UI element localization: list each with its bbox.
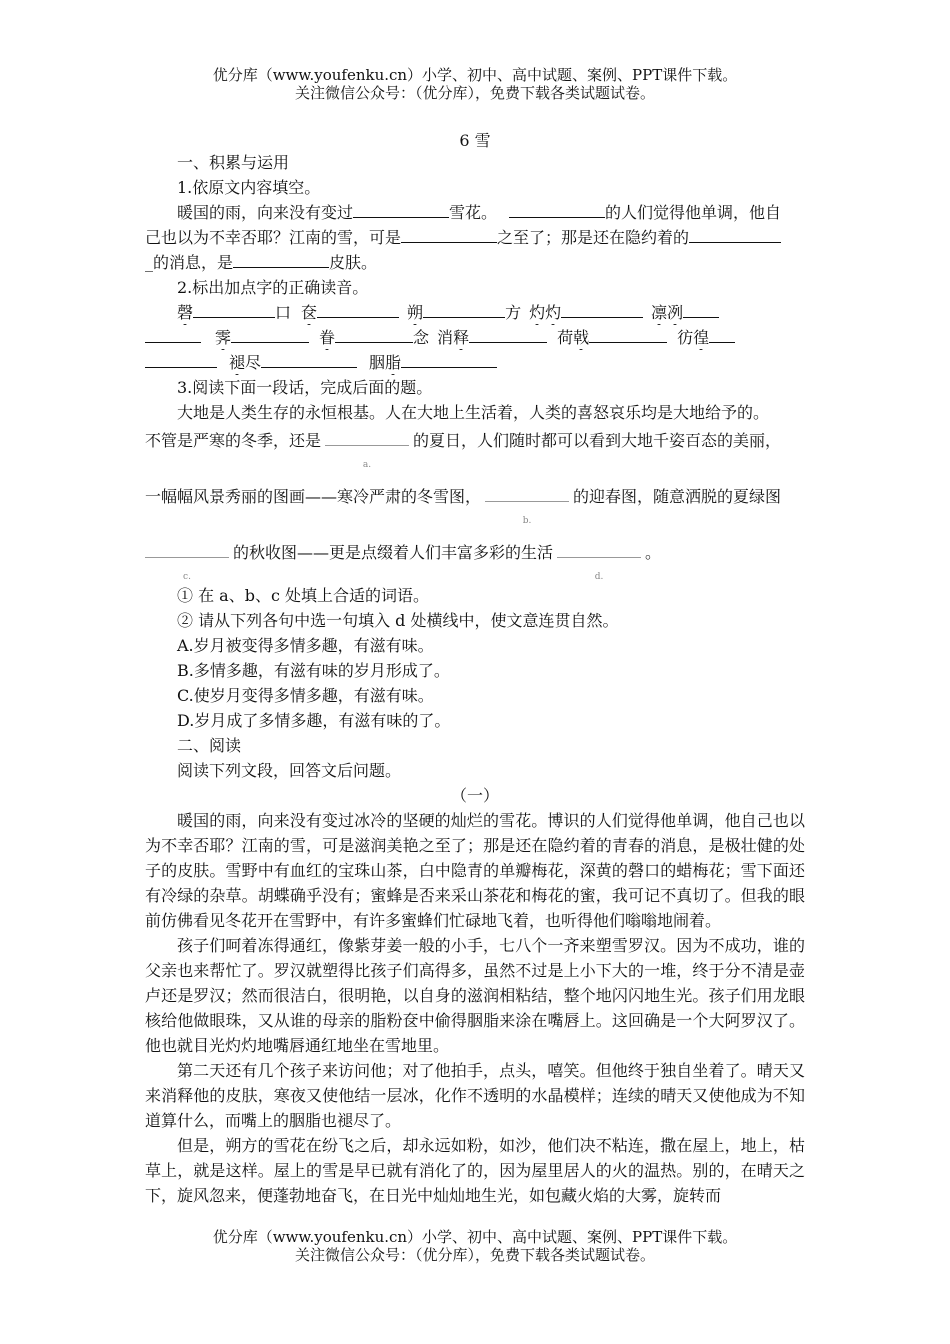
pinyin-blank[interactable] (335, 325, 413, 343)
q2-prompt: 2.标出加点字的正确读音。 (177, 278, 369, 297)
pinyin-blank[interactable] (561, 300, 643, 318)
option-c: C.使岁月变得多情多趣，有滋有味。 (177, 686, 434, 705)
q2-line-2: 霁 眷 念 消释 荷戟 彷徨 (145, 325, 805, 350)
footer-line-2: 关注微信公众号：（优分库），免费下载各类试题试卷。 (294, 1246, 655, 1264)
q2-line-1: 磬 口 奁 朔 方 灼灼 凛冽 (145, 300, 805, 325)
pinyin-blank[interactable] (317, 300, 399, 318)
option-d: D.岁月成了多情多趣，有滋有味的了。 (177, 711, 451, 730)
option-b: B.多情多趣，有滋有味的岁月形成了。 (177, 661, 450, 680)
reading-paragraph-1: 暖国的雨，向来没有变过冰冷的坚硬的灿烂的雪花。博识的人们觉得他单调，他自己也以为不幸否耶？江南的雪，可是滋润美艳之至了；那是还在隐约着的青春的消息，是极壮健的处子的皮肤。雪野中有血红的宝珠山茶，白中隐青的单瓣梅花，深黄的磬口的蜡梅花；雪下面还有冷绿的杂草。胡蝶确乎没有；蜜蜂是否来采山茶花和梅花的蜜，我可记不真切了。但我的眼前仿佛看见冬花开在雪野中，有许多蜜蜂们忙碌地飞着，也听得他们嗡嗡地闹着。 (145, 811, 805, 930)
page-footer (0, 1228, 950, 1264)
header-line-2: 关注微信公众号：（优分库），免费下载各类试题试卷。 (294, 84, 655, 102)
blank-d[interactable]: d. (557, 539, 641, 558)
pinyin-blank[interactable] (145, 350, 217, 368)
fill-blank[interactable] (401, 225, 497, 243)
lesson-title: 6 雪 (459, 131, 491, 150)
q3-prompt: 3.阅读下面一段话，完成后面的题。 (177, 378, 433, 397)
pinyin-blank[interactable] (261, 350, 357, 368)
fill-blank[interactable] (353, 200, 449, 218)
fill-blank[interactable] (689, 225, 781, 243)
pinyin-blank[interactable] (709, 325, 735, 343)
q3-text-4: c. 的秋收图——更是点缀着人们丰富多彩的生活 d. 。 (145, 537, 805, 583)
pinyin-blank[interactable] (145, 325, 201, 343)
reading-paragraph-3: 第二天还有几个孩子来访问他；对了他拍手，点头，嘻笑。但他终于独自坐着了。晴天又来消释他的皮肤，寒夜又使他结一层冰，化作不透明的水晶模样；连续的晴天又使他成为不知道算什么，而嘴上的胭脂也褪尽了。 (145, 1061, 805, 1130)
pinyin-blank[interactable] (469, 325, 547, 343)
q3-text-1: 大地是人类生存的永恒根基。人在大地上生活着，人类的喜怒哀乐均是大地给予的。 (177, 403, 770, 422)
q2-line-3: 褪尽 胭脂 (145, 350, 805, 375)
document-body (145, 150, 805, 1208)
q3-text-3: 一幅幅风景秀丽的图画——寒冷严肃的冬雪图， b. 的迎春图，随意洒脱的夏绿图 (145, 481, 805, 537)
q3-text-2: 不管是严寒的冬季，还是 a. 的夏日，人们随时都可以看到大地千姿百态的美丽， (145, 425, 805, 481)
q3-sub-1: ① 在 a、b、c 处填上合适的词语。 (177, 586, 430, 605)
fill-blank[interactable] (233, 250, 329, 268)
page-header (0, 66, 950, 102)
pinyin-blank[interactable] (589, 325, 667, 343)
blank-a[interactable]: a. (325, 427, 409, 446)
q1-line-3: _的消息，是 皮肤。 (145, 250, 805, 275)
section2-heading: 二、阅读 (177, 736, 242, 755)
q1-line-2: 己也以为不幸否耶？江南的雪，可是 之至了；那是还在隐约着的 (145, 225, 805, 250)
blank-b[interactable]: b. (485, 483, 569, 502)
part-label: （一） (450, 786, 499, 805)
blank-c[interactable]: c. (145, 539, 229, 558)
reading-paragraph-2: 孩子们呵着冻得通红，像紫芽姜一般的小手，七八个一齐来塑雪罗汉。因为不成功，谁的父亲也来帮忙了。罗汉就塑得比孩子们高得多，虽然不过是上小下大的一堆，终于分不清是壶卢还是罗汉；然而很洁白，很明艳，以自身的滋润相粘结，整个地闪闪地生光。孩子们用龙眼核给他做眼珠，又从谁的母亲的脂粉奁中偷得胭脂来涂在嘴唇上。这回确是一个大阿罗汉了。他也就目光灼灼地嘴唇通红地坐在雪地里。 (145, 936, 805, 1055)
reading-paragraph-4: 但是，朔方的雪花在纷飞之后，却永远如粉，如沙，他们决不粘连，撒在屋上，地上，枯草上，就是这样。屋上的雪是早已就有消化了的，因为屋里居人的火的温热。别的，在晴天之下，旋风忽来，便蓬勃地奋飞，在日光中灿灿地生光，如包藏火焰的大雾，旋转而 (145, 1136, 805, 1205)
fill-blank[interactable] (509, 200, 605, 218)
pinyin-blank[interactable] (423, 300, 505, 318)
pinyin-blank[interactable] (193, 300, 275, 318)
section1-heading: 一、积累与运用 (177, 153, 290, 172)
pinyin-blank[interactable] (401, 350, 497, 368)
header-line-1: 优分库（www.youfenku.cn）小学、初中、高中试题、案例、PPT课件下载。 (212, 66, 738, 84)
q1-line-1: 暖国的雨，向来没有变过 雪花。 的人们觉得他单调，他自 (145, 200, 805, 225)
footer-line-1: 优分库（www.youfenku.cn）小学、初中、高中试题、案例、PPT课件下载。 (212, 1228, 738, 1246)
q1-prompt: 1.依原文内容填空。 (177, 178, 321, 197)
pinyin-blank[interactable] (683, 300, 719, 318)
q3-sub-2: ② 请从下列各句中选一句填入 d 处横线中，使文意连贯自然。 (177, 611, 619, 630)
pinyin-blank[interactable] (231, 325, 309, 343)
section2-intro: 阅读下列文段，回答文后问题。 (177, 761, 402, 780)
option-a: A.岁月被变得多情多趣，有滋有味。 (177, 636, 434, 655)
